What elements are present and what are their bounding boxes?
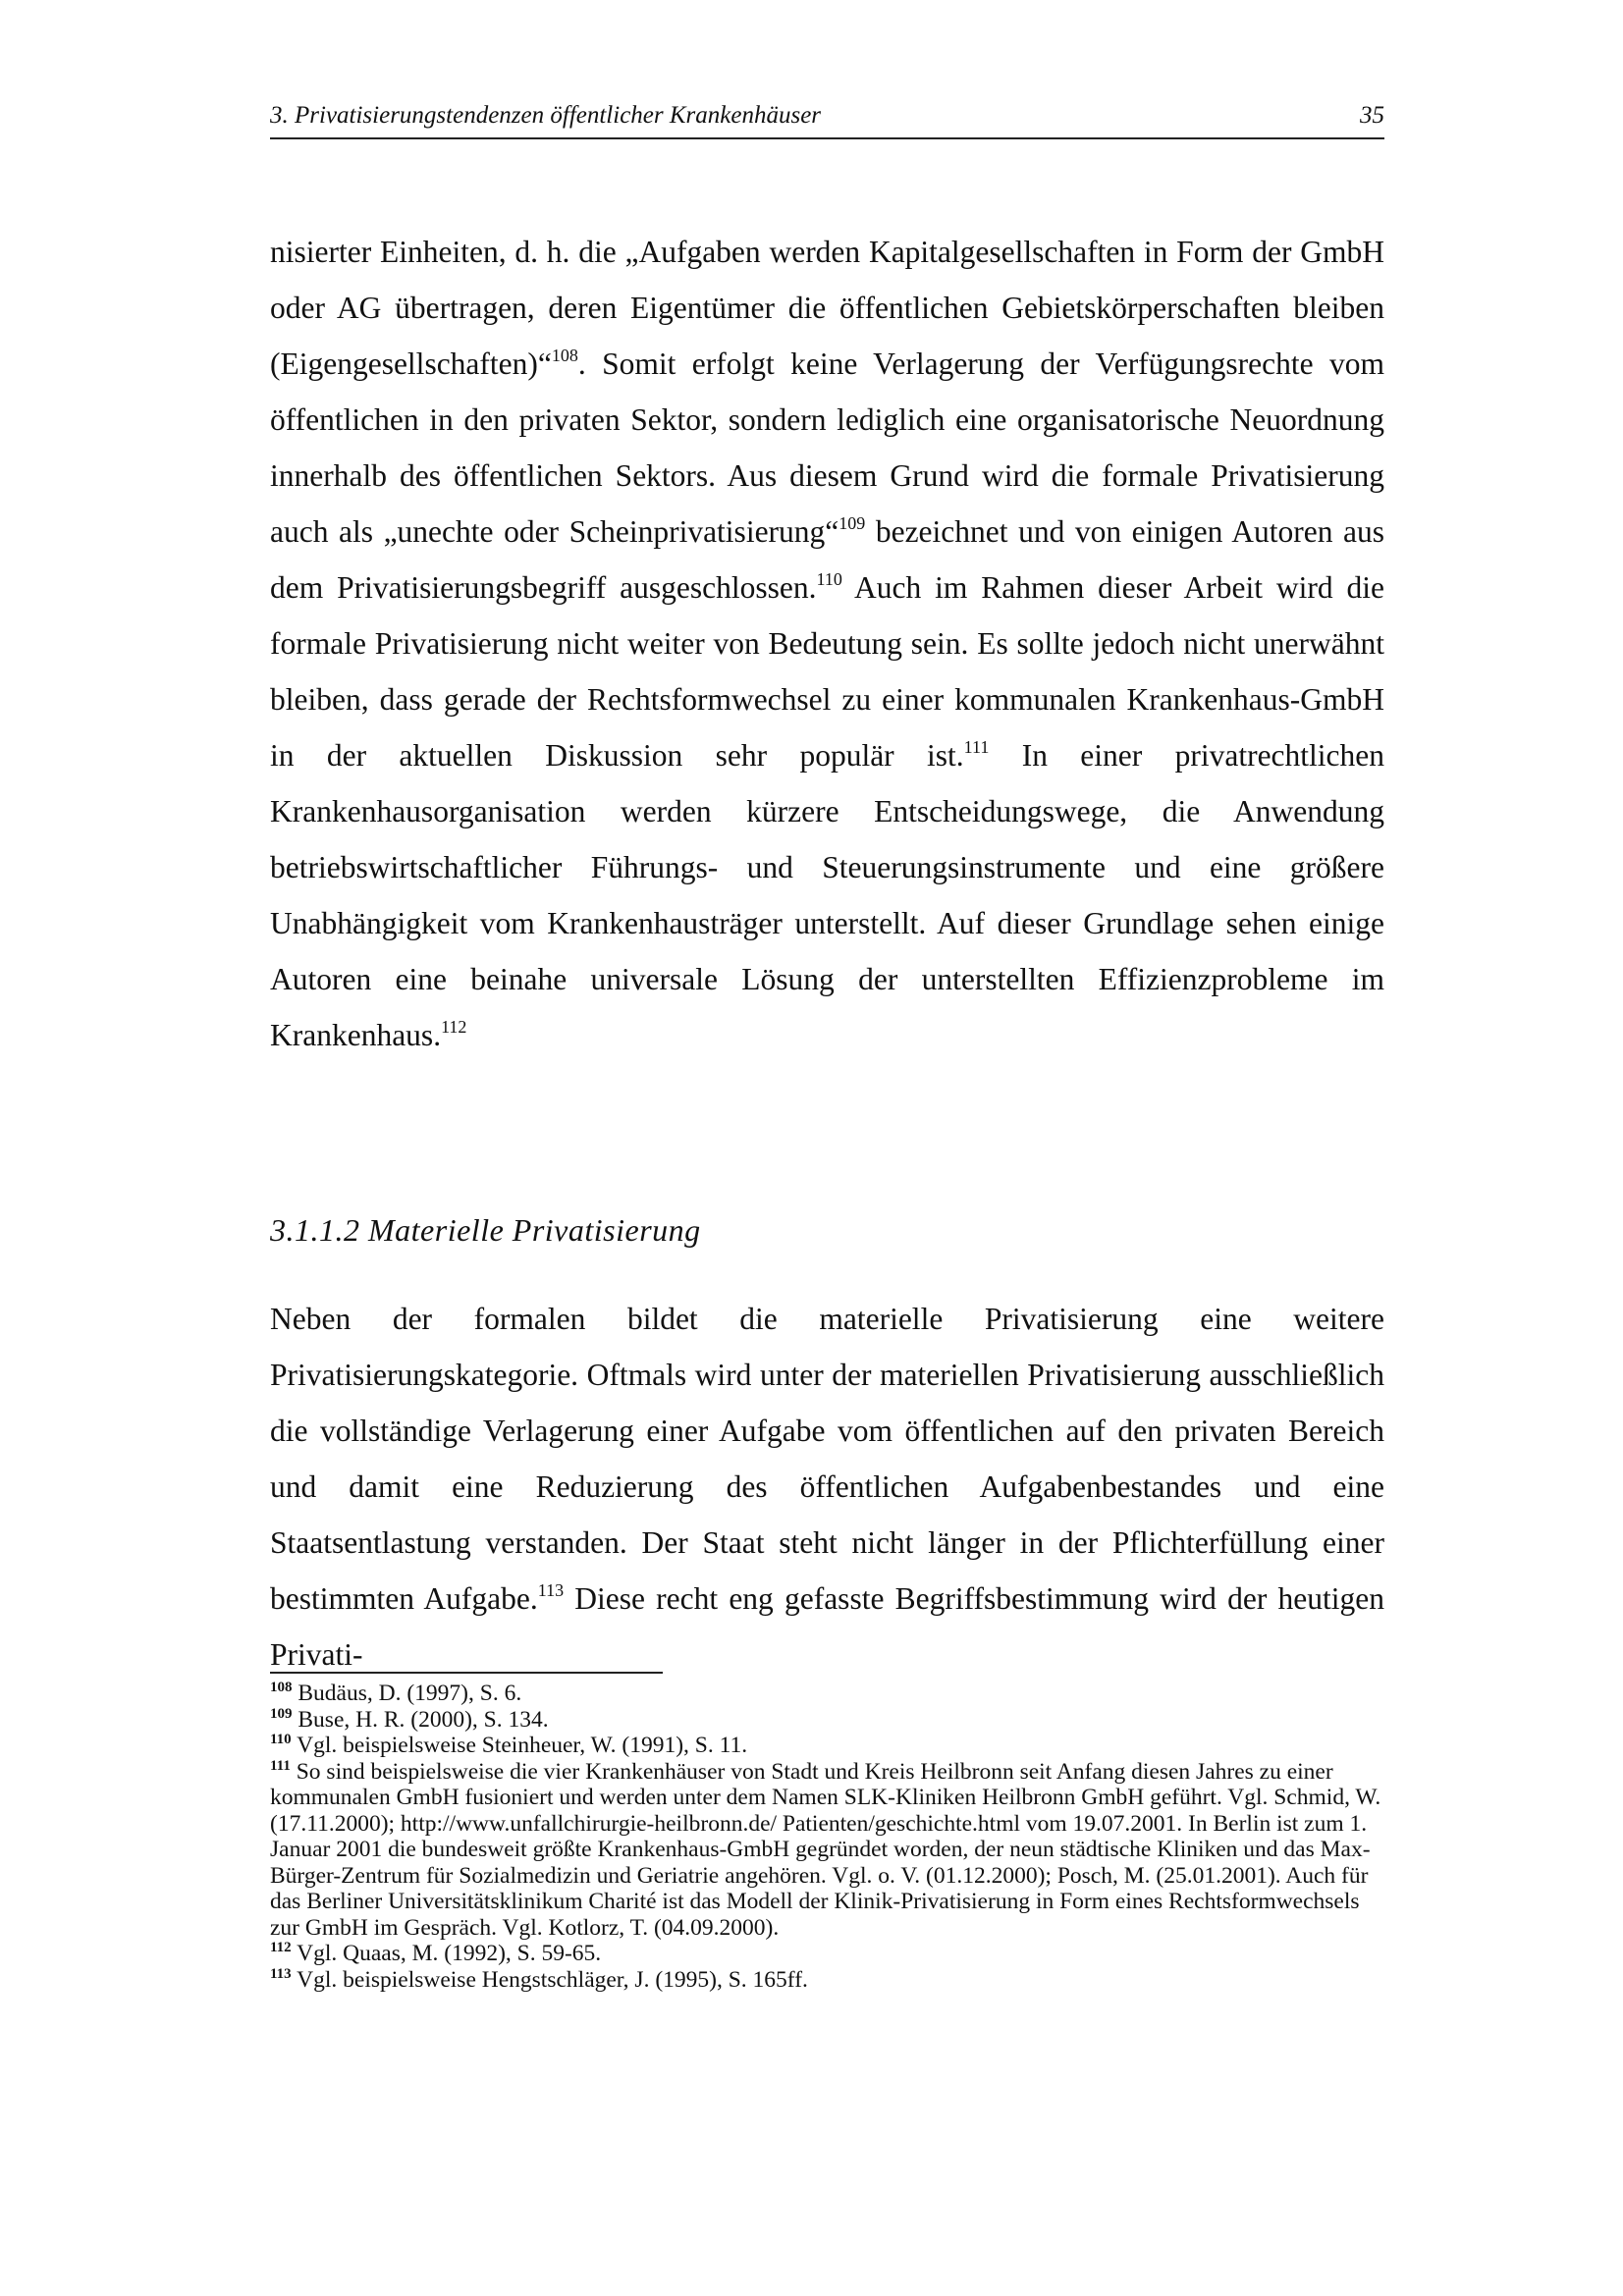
footnote-text: Vgl. beispielsweise Hengstschläger, J. (1995), S. 165ff. — [291, 1966, 808, 1993]
footnote — [270, 1707, 1384, 1734]
footnote — [270, 1967, 1384, 1994]
footnote — [270, 1759, 1384, 1942]
footnote-number: 109 — [270, 1705, 293, 1722]
footnote-ref-112[interactable]: 112 — [441, 1017, 467, 1037]
footnotes — [270, 1681, 1384, 1993]
footnote-ref-109[interactable]: 109 — [839, 513, 866, 533]
footnote-text: Buse, H. R. (2000), S. 134. — [292, 1706, 549, 1733]
footnote-text: Budäus, D. (1997), S. 6. — [292, 1681, 522, 1706]
running-header — [270, 98, 1384, 139]
footnote-ref-113[interactable]: 113 — [537, 1580, 565, 1600]
body-paragraph-2 — [270, 1291, 1384, 1682]
footnote-number: 110 — [270, 1732, 292, 1747]
paragraph-text: . Somit erfolgt keine Verlagerung der Verfügungsrechte vom öffentlichen in den privaten Sektor, sondern lediglich eine organisatorische Neuordnung innerhalb des öffentlichen Sektors. Aus diesem Grund wird die formale Privatisierung auch als „unechte oder Scheinprivatisierung“ — [270, 347, 1384, 549]
paragraph-text: In einer privatrechtlichen Krankenhausorganisation werden kürzere Entscheidungswege, die Anwendung betriebswirtschaftlicher Führungs- und Steuerungsinstrumente und eine größere Unabhängigkeit vom Krankenhausträger unterstellt. Auf dieser Grundlage sehen einige Autoren eine beinahe universale Lösung der unterstellten Effizienzprobleme im Krankenhaus. — [270, 738, 1384, 1052]
paragraph-text: nisierter Einheiten, d. h. die „Aufgaben werden Kapitalgesellschaften in Form der GmbH oder AG übertragen, deren Eigentümer die öffentlichen Gebietskörperschaften bleiben (Eigengesellschaften)“ — [270, 235, 1384, 381]
footnote — [270, 1941, 1384, 1967]
paragraph-text: Neben der formalen bildet die materielle Privatisierung eine weitere Privatisierungskategorie. Oftmals wird unter der materiellen Privatisierung ausschließlich die vollständige Verlagerung einer Aufgabe vom öffentlichen auf den privaten Bereich und damit eine Reduzierung des öffentlichen Aufgabenbestandes und eine Staatsentlastung verstanden. Der Staat steht nicht länger in der Pflichterfüllung einer bestimmten Aufgabe. — [270, 1302, 1384, 1616]
header-title: 3. Privatisierungstendenzen öffentlicher Krankenhäuser — [270, 102, 822, 129]
paragraph-text: bezeichnet und von einigen Autoren aus dem Privatisierungsbegriff ausgeschlossen. — [270, 514, 1384, 605]
paragraph-text: Auch im Rahmen dieser Arbeit wird die formale Privatisierung nicht weiter von Bedeutung sein. Es sollte jedoch nicht unerwähnt bleiben, dass gerade der Rechtsformwechsel zu einer kommunalen Krankenhaus-GmbH in der aktuellen Diskussion sehr populär ist. — [270, 570, 1384, 773]
footnote-text: So sind beispielsweise die vier Krankenhäuser von Stadt und Kreis Heilbronn seit Anfang diesen Jahres zu einer kommunalen GmbH fusioniert und werden unter dem Namen SLK-Kliniken Heilbronn GmbH geführt. Vgl. Schmid, W. (17.11.2000); http://www.unfallchirurgie-heilbronn.de/ Patienten/geschichte.html vom 19.07.2001. In Berlin ist zum 1. Januar 2001 die bundesweit größte Krankenhaus-GmbH gegründet worden, der neun städtische Kliniken und das Max-Bürger-Zentrum für Sozialmedizin und Geriatrie angehören. Vgl. o. V. (01.12.2000); Posch, M. (25.01.2001). Auch für das Berliner Universitätsklinikum Charité ist das Modell der Klinik-Privatisierung in Form eines Rechtsformwechsels zur GmbH im Gespräch. Vgl. Kotlorz, T. (04.09.2000). — [270, 1758, 1381, 1941]
footnote — [270, 1681, 1384, 1707]
footnote — [270, 1733, 1384, 1759]
footnote-number: 113 — [270, 1965, 292, 1982]
footnote-ref-111[interactable]: 111 — [963, 737, 990, 757]
footnote-number: 108 — [270, 1680, 293, 1695]
paragraph-text: Diese recht eng gefasste Begriffsbestimmung wird der heutigen Privati- — [270, 1581, 1384, 1672]
footnote-text: Vgl. Quaas, M. (1992), S. 59-65. — [291, 1941, 602, 1966]
footnote-separator — [270, 1672, 663, 1674]
footnote-text: Vgl. beispielsweise Steinheuer, W. (1991), S. 11. — [291, 1733, 748, 1758]
page-number: 35 — [1360, 102, 1384, 129]
footnote-ref-108[interactable]: 108 — [551, 346, 578, 365]
footnote-ref-110[interactable]: 110 — [816, 569, 842, 589]
footnote-number: 111 — [270, 1757, 291, 1774]
footnote-number: 112 — [270, 1940, 292, 1955]
body-paragraph-1 — [270, 224, 1384, 1063]
section-heading: 3.1.1.2 Materielle Privatisierung — [270, 1212, 701, 1248]
